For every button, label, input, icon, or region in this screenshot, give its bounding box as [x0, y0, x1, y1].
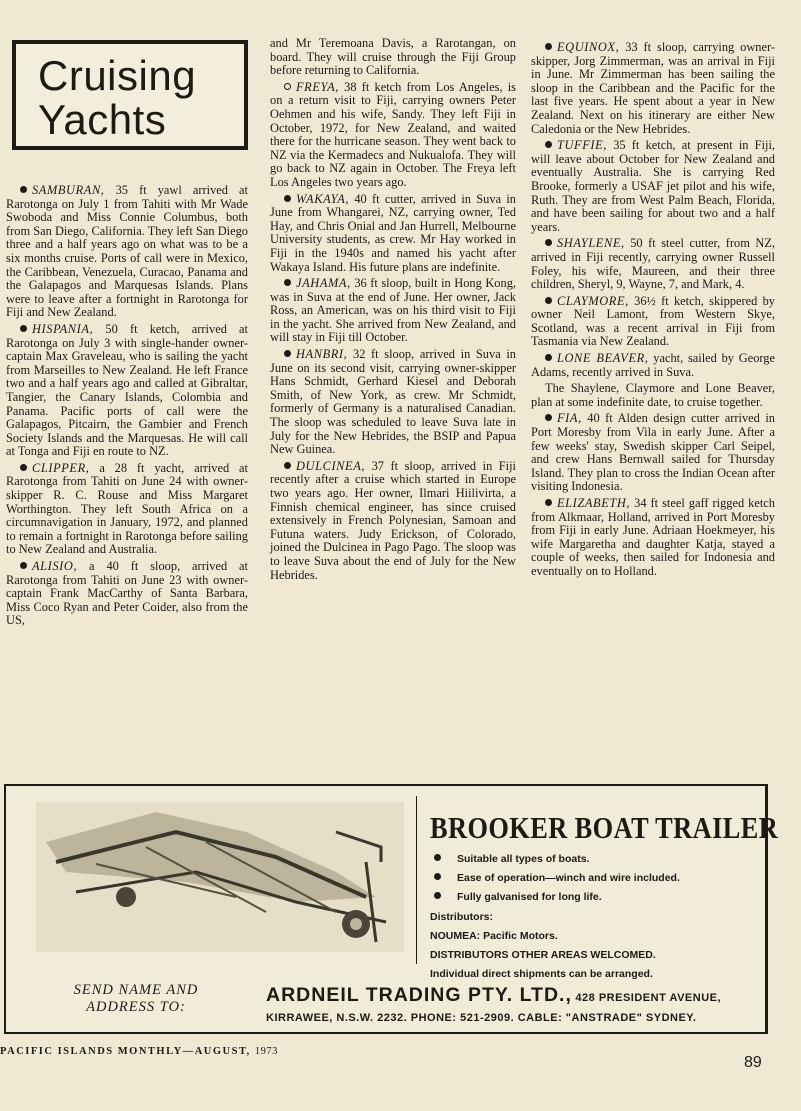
yacht-name: CLIPPER, — [32, 460, 90, 475]
yacht-entry — [270, 37, 516, 78]
ad-feature: Ease of operation—winch and wire included. — [430, 869, 760, 888]
yacht-description: 37 ft sloop, arrived in Fiji recently after a cruise which started in Europe two years ago. Her owner, Ilmari Hiilivirta, a Finnish chemical engineer, has since cruised extensively in French Polynesian, Samoan and Futuna waters. Judy Erickson, of Colorado, joined the Dulcinea in Pago Pago. The sloop was to leave Suva about the end of July for the New Hebrides. — [270, 458, 516, 582]
bullet-icon — [545, 414, 552, 421]
yacht-name: FREYA, — [296, 79, 339, 94]
yacht-description: a 28 ft yacht, arrived at Rarotonga from Tahiti on June 24 with owner-skipper R. C. Rouse and Miss Margaret Worthington. They left South Africa on a circumnavigation in January, 1972, and planned to remain a fortnight in Rarotonga before sailing to New Zealand and Australia. — [6, 460, 248, 557]
yacht-entry — [270, 348, 516, 457]
bullet-icon — [284, 350, 291, 357]
bullet-icon — [20, 325, 27, 332]
issue-year: 1973 — [254, 1046, 278, 1057]
yacht-entry — [270, 81, 516, 190]
article-column-3 — [531, 41, 775, 582]
yacht-entry — [270, 193, 516, 275]
yacht-name: TUFFIE, — [557, 138, 607, 153]
yacht-description: yacht, sailed by George Adams, recently arrived in Suva. — [531, 351, 775, 379]
bullet-icon — [284, 279, 291, 286]
bullet-icon — [545, 297, 552, 304]
send-address-prompt: SEND NAME AND ADDRESS TO: — [73, 982, 199, 1015]
yacht-entry — [531, 139, 775, 234]
boat-trailer-illustration — [36, 802, 404, 952]
yacht-description: a 40 ft sloop, arrived at Rarotonga from Tahiti on June 23 with owner-captain Frank MacCarthy of Santa Barbara, Miss Coco Ryan and Peter Coider, also from the US, — [6, 559, 248, 628]
yacht-name: HISPANIA, — [32, 321, 94, 336]
yacht-name: WAKAYA, — [296, 191, 350, 206]
article-column-2 — [270, 37, 516, 585]
yacht-description: 32 ft sloop, arrived in Suva in June on its second visit, carrying owner-skipper Hans Schmidt, Gerhard Kiesel and Deborah Smith, of New York, as crew. Mr Schmidt, formerly of Germany is a naturalised Canadian. The sloop was scheduled to leave Suva late in July for the New Hebrides, the BSIP and Papua New Guinea. — [270, 347, 516, 457]
yacht-name: SAMBURAN, — [32, 183, 105, 197]
section-title-box — [12, 40, 248, 150]
distributors-label: Distributors: — [430, 910, 493, 923]
yacht-description: and Mr Teremoana Davis, a Rarotangan, on board. They will cruise through the Fiji Group before returning to California. — [270, 36, 516, 78]
article-column-1 — [6, 184, 248, 631]
yacht-name: EQUINOX, — [557, 40, 620, 54]
yacht-description: 35 ft ketch, at present in Fiji, will leave about October for New Zealand and eventually Australia. She is carrying Red Brooke, formerly a USAF jet pilot and his wife, Ruth. They are from West Palm Beach, Florida, and have been sailing for about two and a half years. — [531, 138, 775, 234]
page-title-line1: Cruising — [38, 52, 197, 99]
yacht-entry — [531, 352, 775, 379]
page-footer — [0, 1046, 278, 1057]
yacht-entry — [6, 560, 248, 628]
bullet-icon — [20, 186, 27, 193]
yacht-entry — [270, 460, 516, 582]
yacht-description: 50 ft steel cutter, from NZ, arrived in Fiji recently, carrying owner Russell Foley, his wife, Maureen, and their three children, Sheryl, 9, Wayne, 7, and Mark, 4. — [531, 236, 775, 292]
ad-feature: Suitable all types of boats. — [430, 850, 760, 869]
bullet-icon — [20, 464, 27, 471]
ad-headline: BROOKER BOAT TRAILER — [430, 810, 779, 845]
bullet-icon — [284, 83, 291, 90]
yacht-name: ALISIO, — [32, 559, 78, 574]
page-number: 89 — [744, 1054, 762, 1071]
bullet-icon — [434, 873, 441, 880]
bullet-icon — [545, 354, 552, 361]
yacht-name: FIA, — [557, 411, 582, 426]
yacht-description: 34 ft steel gaff rigged ketch from Alkmaar, Holland, arrived in Port Moresby from Fiji in early June. Adriaan Hoekmeyer, his wife Margaretha and daughter Katja, stayed a couple of weeks, then sailed for Indonesia and eventually on to Holland. — [531, 496, 775, 578]
bullet-icon — [545, 43, 552, 50]
yacht-entry — [6, 184, 248, 320]
company-address: KIRRAWEE, N.S.W. 2232. PHONE: 521-2909. CABLE: "ANSTRADE" SYDNEY. — [266, 1012, 697, 1024]
direct-shipments-note: Individual direct shipments can be arranged. — [430, 968, 653, 981]
yacht-description: The Shaylene, Claymore and Lone Beaver, plan at some indefinite date, to cruise together. — [531, 381, 775, 409]
bullet-icon — [284, 462, 291, 469]
other-areas-note: DISTRIBUTORS OTHER AREAS WELCOMED. — [430, 949, 656, 962]
yacht-description: 40 ft cutter, arrived in Suva in June from Whangarei, NZ, carrying owner, Ted Hay, and Chris Onial and Jan Hurrell, Melbourne University students, as crew. Mr Hay worked in Fiji in the 1940s and named his yacht after Wakaya Island. His future plans are indefinite. — [270, 191, 516, 274]
bullet-icon — [434, 854, 441, 861]
yacht-description: 35 ft yawl arrived at Rarotonga on July 1 from Tahiti with Mr Wade Swoboda and Miss Connie Columbus, both from San Diego, California. They left San Diego three and a half years ago on what was to be a six months cruise. Ports of call were in Mexico, the Caribbean, Venezuela, Curacao, Panama and the Galapagos and Marquesas Islands. Plans were to leave after a fortnight in Rarotonga for Fiji and New Zealand. — [6, 183, 248, 320]
yacht-entry — [6, 462, 248, 557]
yacht-entry — [531, 382, 775, 409]
yacht-description: 40 ft Alden design cutter arrived in Port Moresby from Vila in early June. After a few weeks' stay, Swedish skipper Carl Seipel, and crew Hans Bernwall sailed for Thursday Island. They plan to cross the Indian Ocean after visiting Indonesia. — [531, 411, 775, 494]
yacht-entry — [270, 277, 516, 345]
yacht-entry — [531, 497, 775, 579]
yacht-entry — [531, 41, 775, 136]
bullet-icon — [545, 141, 552, 148]
yacht-name: JAHAMA, — [296, 276, 351, 291]
yacht-description: 50 ft ketch, arrived at Rarotonga on July 3 with single-hander owner-captain Max Graveleau, who is sailing the yacht from Marseilles to New Zealand. He left France two and a half years ago and called at Gibraltar, Tangier, the Canary Islands, Colombia and Panama. Pacific ports of call were the Galapagos, Pitcairn, the Gambier and French Society Islands and the Marquesas. He will call at Tonga and Fiji en route to NZ. — [6, 321, 248, 459]
yacht-entry — [531, 237, 775, 291]
yacht-name: DULCINEA, — [296, 458, 366, 473]
yacht-entry — [531, 295, 775, 349]
page-title-line2: Yachts — [38, 96, 167, 143]
bullet-icon — [284, 195, 291, 202]
ad-divider — [416, 796, 417, 964]
noumea-distributor: NOUMEA: Pacific Motors. — [430, 929, 558, 942]
bullet-icon — [434, 892, 441, 899]
yacht-name: ELIZABETH, — [557, 496, 631, 510]
bullet-icon — [20, 562, 27, 569]
yacht-entry — [6, 323, 248, 459]
ad-feature-list — [430, 850, 760, 984]
brooker-trailer-advert — [4, 784, 779, 1034]
yacht-description: 36½ ft ketch, skippered by owner Neil Lamont, from Western Skye, Scotland, was a recent arrival in Fiji from Tasmania via New Zealand. — [531, 293, 775, 349]
ad-feature: Fully galvanised for long life. — [430, 888, 760, 907]
bullet-icon — [545, 239, 552, 246]
company-name: ARDNEIL TRADING PTY. LTD., 428 PRESIDENT AVENUE, — [266, 984, 722, 1006]
yacht-description: 38 ft ketch from Los Angeles, is on a return visit to Fiji, carrying owners Peter Oehmen and his wife, Sandy. They left Fiji in October, 1972, for New Zealand, and waited there for the hurricane season. They went back to NZ via the Kermadecs and Nukualofa. They will go back to NZ again in October. The Freya left Los Angeles two years ago. — [270, 79, 516, 189]
bullet-icon — [545, 499, 552, 506]
yacht-entry — [531, 412, 775, 494]
yacht-name: LONE BEAVER, — [557, 351, 649, 366]
yacht-description: 36 ft sloop, built in Hong Kong, was in Suva at the end of June. Her owner, Jack Ross, an American, was on his third visit to Fiji in the yacht. She arrived from New Zealand, and will stay in Fiji till October. — [270, 276, 516, 345]
yacht-name: HANBRI, — [296, 347, 348, 362]
yacht-name: CLAYMORE, — [557, 293, 629, 308]
magazine-name: PACIFIC ISLANDS MONTHLY—AUGUST, — [0, 1046, 251, 1057]
yacht-description: 33 ft sloop, carrying owner-skipper, Jorg Zimmerman, was an arrival in Fiji in June. Mr Zimmerman has been sailing the sloop in the Caribbean and the Pacific for the last five years. He spent about a year in New Zealand. Next on his itinerary are either New Caledonia or the New Hebrides. — [531, 40, 775, 136]
yacht-name: SHAYLENE, — [557, 236, 625, 251]
